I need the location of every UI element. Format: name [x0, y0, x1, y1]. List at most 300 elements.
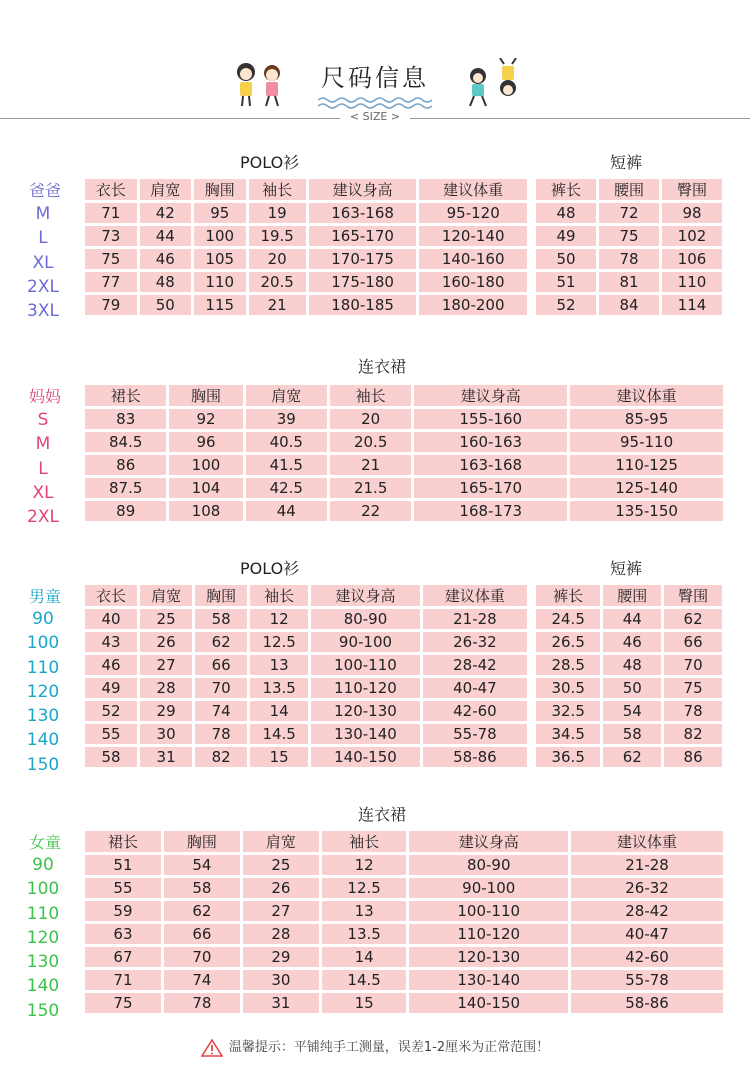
dad-polo-row: [85, 249, 527, 269]
boy-shorts-cell: 86: [664, 747, 722, 767]
mom-size-label: M: [35, 434, 51, 455]
girl-dress-cell: 63: [85, 924, 161, 944]
boy-polo-cell: 80-90: [311, 609, 420, 629]
dad-shorts-row: [536, 226, 722, 246]
girl-dress-cell: 70: [164, 947, 240, 967]
boy-group-label: 男童: [28, 587, 61, 606]
boy-shorts-cell: 50: [603, 678, 661, 698]
girl-dress-cell: 55: [85, 878, 161, 898]
girl-group-label: 女童: [28, 833, 61, 852]
dad-size-label: 2XL: [27, 276, 59, 297]
mom-dress-cell: 85-95: [570, 409, 723, 429]
boy-polo-cell: 58: [85, 747, 137, 767]
dad-polo-cell: 79: [85, 295, 137, 315]
girl-dress-row: [85, 878, 723, 898]
dad-polo-cell: 115: [194, 295, 246, 315]
boy-polo-cell: 46: [85, 655, 137, 675]
boy-shorts-cell: 62: [664, 609, 722, 629]
boy-polo-row: [85, 655, 527, 675]
dad-polo-cell: 180-200: [419, 295, 527, 315]
girl-dress-header-row: [85, 831, 723, 852]
girl-dress-cell: 13: [322, 901, 407, 921]
mom-dress-cell: 87.5: [85, 478, 166, 498]
boy-polo-row: [85, 724, 527, 744]
boy-shorts-cell: 30.5: [536, 678, 600, 698]
boy-shorts-header-row: [536, 585, 722, 606]
girl-size-label: 140: [26, 976, 60, 997]
girl-size-label: 90: [32, 855, 54, 875]
mom-dress-cell: 168-173: [414, 501, 567, 521]
dad-polo-header-cell: 建议体重: [419, 179, 527, 200]
girl-dress-cell: 12: [322, 855, 407, 875]
size-label: < SIZE >: [340, 110, 410, 123]
boy-polo-cell: 70: [195, 678, 247, 698]
girl-dress-row: [85, 901, 723, 921]
dad-shorts-row: [536, 249, 722, 269]
girl-dress-row: [85, 924, 723, 944]
mom-dress-cell: 163-168: [414, 455, 567, 475]
girl-dress-cell: 67: [85, 947, 161, 967]
boy-polo-cell: 43: [85, 632, 137, 652]
dad-polo-header-row: [85, 179, 527, 200]
boy-shorts-row: [536, 747, 722, 767]
boy-shorts-cell: 24.5: [536, 609, 600, 629]
boy-shorts-cell: 70: [664, 655, 722, 675]
girl-dress-cell: 54: [164, 855, 240, 875]
mom-dress-header-cell: 肩宽: [246, 385, 327, 406]
boy-shorts-header-cell: 腰围: [603, 585, 661, 606]
dad-polo-header-cell: 肩宽: [140, 179, 192, 200]
boy-polo-row: [85, 609, 527, 629]
boy-shorts-table: [533, 582, 725, 770]
dad-shorts-cell: 51: [536, 272, 596, 292]
boy-polo-cell: 12.5: [250, 632, 308, 652]
mom-dress-header-cell: 袖长: [330, 385, 411, 406]
dad-shorts-header-cell: 裤长: [536, 179, 596, 200]
girl-dress-header-cell: 建议身高: [409, 831, 568, 852]
dad-polo-cell: 20: [249, 249, 306, 269]
dad-shorts-cell: 48: [536, 203, 596, 223]
girl-dress-cell: 78: [164, 993, 240, 1013]
mom-dress-cell: 96: [169, 432, 242, 452]
boy-size-label: 90: [32, 609, 54, 629]
boy-size-label: 130: [26, 706, 60, 727]
boy-polo-cell: 25: [140, 609, 192, 629]
dad-shorts-header-cell: 腰围: [599, 179, 659, 200]
mom-dress-row: [85, 455, 723, 475]
boy-polo-cell: 15: [250, 747, 308, 767]
mom-size-label: L: [38, 458, 48, 479]
boy-size-label: 150: [26, 754, 60, 775]
dad-shorts-cell: 50: [536, 249, 596, 269]
girl-dress-row: [85, 993, 723, 1013]
girl-dress-cell: 13.5: [322, 924, 407, 944]
dad-polo-cell: 120-140: [419, 226, 527, 246]
dad-polo-cell: 100: [194, 226, 246, 246]
boy-polo-cell: 40: [85, 609, 137, 629]
dad-polo-cell: 95: [194, 203, 246, 223]
mom-dress-cell: 155-160: [414, 409, 567, 429]
girl-dress-title: 连衣裙: [358, 805, 407, 824]
boy-polo-cell: 66: [195, 655, 247, 675]
dad-polo-row: [85, 226, 527, 246]
boy-polo-cell: 28: [140, 678, 192, 698]
mom-dress-cell: 95-110: [570, 432, 723, 452]
girl-size-label: 100: [26, 879, 60, 900]
boy-shorts-cell: 26.5: [536, 632, 600, 652]
girl-dress-cell: 30: [243, 970, 319, 990]
boy-polo-cell: 27: [140, 655, 192, 675]
dad-polo-cell: 73: [85, 226, 137, 246]
boy-polo-cell: 52: [85, 701, 137, 721]
dad-size-label: XL: [32, 252, 54, 273]
boy-shorts-cell: 44: [603, 609, 661, 629]
girl-dress-cell: 74: [164, 970, 240, 990]
mom-dress-cell: 110-125: [570, 455, 723, 475]
dad-size-label: M: [35, 204, 51, 224]
boy-shorts-header-cell: 裤长: [536, 585, 600, 606]
girl-dress-cell: 66: [164, 924, 240, 944]
mom-dress-cell: 21.5: [330, 478, 411, 498]
dad-polo-cell: 175-180: [309, 272, 417, 292]
dad-polo-cell: 75: [85, 249, 137, 269]
boy-polo-row: [85, 701, 527, 721]
girl-dress-cell: 51: [85, 855, 161, 875]
dad-polo-header-cell: 胸围: [194, 179, 246, 200]
girl-dress-cell: 29: [243, 947, 319, 967]
dad-polo-cell: 163-168: [309, 203, 417, 223]
mom-size-label: S: [37, 410, 49, 430]
dad-shorts-header-row: [536, 179, 722, 200]
dad-shorts-row: [536, 295, 722, 315]
boy-polo-cell: 110-120: [311, 678, 420, 698]
boy-polo-cell: 55: [85, 724, 137, 744]
mom-dress-cell: 89: [85, 501, 166, 521]
dad-shorts-row: [536, 203, 722, 223]
mom-dress-cell: 39: [246, 409, 327, 429]
mom-dress-cell: 108: [169, 501, 242, 521]
girl-dress-header-cell: 裙长: [85, 831, 161, 852]
mom-dress-row: [85, 432, 723, 452]
mom-dress-cell: 135-150: [570, 501, 723, 521]
mom-dress-cell: 125-140: [570, 478, 723, 498]
boy-shorts-title: 短裤: [610, 559, 643, 578]
boy-shorts-row: [536, 701, 722, 721]
boy-polo-cell: 14.5: [250, 724, 308, 744]
girl-dress-cell: 42-60: [571, 947, 723, 967]
boy-size-label: 120: [26, 681, 60, 702]
dad-polo-cell: 20.5: [249, 272, 306, 292]
dad-shorts-cell: 98: [662, 203, 722, 223]
boy-shorts-cell: 28.5: [536, 655, 600, 675]
boy-polo-cell: 14: [250, 701, 308, 721]
girl-dress-cell: 26-32: [571, 878, 723, 898]
girl-size-label: 110: [26, 903, 60, 924]
mom-group-label: 妈妈: [28, 387, 61, 406]
girl-dress-row: [85, 970, 723, 990]
dad-shorts-header-cell: 臀围: [662, 179, 722, 200]
boy-polo-header-cell: 胸围: [195, 585, 247, 606]
boy-polo-cell: 90-100: [311, 632, 420, 652]
warning-icon: [201, 1039, 223, 1057]
dad-shorts-cell: 84: [599, 295, 659, 315]
mom-dress-table: [82, 382, 726, 524]
mom-dress-row: [85, 478, 723, 498]
dad-polo-row: [85, 295, 527, 315]
dad-polo-cell: 165-170: [309, 226, 417, 246]
dad-shorts-cell: 110: [662, 272, 722, 292]
mom-dress-cell: 92: [169, 409, 242, 429]
boy-polo-row: [85, 678, 527, 698]
boy-shorts-cell: 32.5: [536, 701, 600, 721]
boy-shorts-row: [536, 609, 722, 629]
mom-dress-cell: 20.5: [330, 432, 411, 452]
mom-dress-header-cell: 裙长: [85, 385, 166, 406]
boy-shorts-cell: 82: [664, 724, 722, 744]
boy-polo-header-cell: 建议体重: [423, 585, 527, 606]
boy-polo-cell: 100-110: [311, 655, 420, 675]
girl-size-label: 130: [26, 952, 60, 973]
boy-shorts-row: [536, 678, 722, 698]
girl-dress-cell: 120-130: [409, 947, 568, 967]
boy-polo-row: [85, 747, 527, 767]
boy-shorts-row: [536, 655, 722, 675]
mom-dress-cell: 84.5: [85, 432, 166, 452]
girl-dress-cell: 75: [85, 993, 161, 1013]
dad-shorts-cell: 49: [536, 226, 596, 246]
divider-right: [410, 118, 750, 119]
dad-shorts-cell: 72: [599, 203, 659, 223]
girl-dress-cell: 28-42: [571, 901, 723, 921]
boy-polo-cell: 21-28: [423, 609, 527, 629]
girl-dress-row: [85, 855, 723, 875]
dad-shorts-cell: 75: [599, 226, 659, 246]
girl-dress-cell: 25: [243, 855, 319, 875]
boy-shorts-cell: 36.5: [536, 747, 600, 767]
boy-shorts-cell: 46: [603, 632, 661, 652]
dad-polo-header-cell: 袖长: [249, 179, 306, 200]
dad-polo-cell: 19: [249, 203, 306, 223]
boy-polo-title: POLO衫: [240, 559, 300, 578]
girl-dress-cell: 55-78: [571, 970, 723, 990]
boy-size-label: 100: [26, 633, 60, 654]
girl-dress-cell: 130-140: [409, 970, 568, 990]
boy-polo-cell: 120-130: [311, 701, 420, 721]
dad-shorts-cell: 106: [662, 249, 722, 269]
mom-size-column: [8, 408, 78, 529]
mom-dress-row: [85, 501, 723, 521]
dad-polo-cell: 71: [85, 203, 137, 223]
girl-dress-cell: 80-90: [409, 855, 568, 875]
dad-polo-cell: 180-185: [309, 295, 417, 315]
mom-dress-cell: 40.5: [246, 432, 327, 452]
girl-dress-header-cell: 建议体重: [571, 831, 723, 852]
dad-shorts-cell: 81: [599, 272, 659, 292]
dad-polo-cell: 21: [249, 295, 306, 315]
boy-polo-cell: 29: [140, 701, 192, 721]
boy-polo-cell: 28-42: [423, 655, 527, 675]
boy-polo-cell: 58-86: [423, 747, 527, 767]
dad-shorts-title: 短裤: [610, 153, 643, 172]
boy-polo-cell: 130-140: [311, 724, 420, 744]
girl-dress-cell: 28: [243, 924, 319, 944]
dad-shorts-cell: 102: [662, 226, 722, 246]
boy-polo-cell: 58: [195, 609, 247, 629]
boy-polo-header-cell: 肩宽: [140, 585, 192, 606]
girl-dress-cell: 14: [322, 947, 407, 967]
girl-dress-cell: 71: [85, 970, 161, 990]
boy-polo-cell: 31: [140, 747, 192, 767]
mom-dress-title: 连衣裙: [358, 357, 407, 376]
girl-dress-cell: 59: [85, 901, 161, 921]
boy-polo-header-cell: 袖长: [250, 585, 308, 606]
boy-polo-cell: 40-47: [423, 678, 527, 698]
dad-shorts-cell: 114: [662, 295, 722, 315]
mom-dress-cell: 20: [330, 409, 411, 429]
mom-dress-row: [85, 409, 723, 429]
dad-size-label: 3XL: [27, 301, 59, 322]
boy-polo-cell: 74: [195, 701, 247, 721]
mom-dress-cell: 160-163: [414, 432, 567, 452]
dad-polo-cell: 170-175: [309, 249, 417, 269]
dad-shorts-cell: 78: [599, 249, 659, 269]
dad-polo-cell: 77: [85, 272, 137, 292]
boy-size-label: 110: [26, 657, 60, 678]
dad-polo-cell: 95-120: [419, 203, 527, 223]
boy-polo-cell: 78: [195, 724, 247, 744]
dad-polo-cell: 50: [140, 295, 192, 315]
boy-shorts-row: [536, 724, 722, 744]
boy-shorts-cell: 75: [664, 678, 722, 698]
mom-dress-cell: 100: [169, 455, 242, 475]
girl-dress-cell: 27: [243, 901, 319, 921]
girl-dress-cell: 62: [164, 901, 240, 921]
dad-polo-cell: 44: [140, 226, 192, 246]
dad-polo-cell: 160-180: [419, 272, 527, 292]
mom-dress-cell: 22: [330, 501, 411, 521]
footer-text: 温馨提示：平铺纯手工测量，误差1-2厘米为正常范围！: [228, 1040, 550, 1055]
page-title: 尺码信息: [321, 64, 429, 92]
divider-left: [0, 118, 340, 119]
boy-size-column: [8, 607, 78, 777]
boy-shorts-cell: 34.5: [536, 724, 600, 744]
dad-polo-cell: 140-160: [419, 249, 527, 269]
girl-dress-cell: 31: [243, 993, 319, 1013]
dad-group-label: 爸爸: [28, 181, 61, 200]
girl-dress-table: [82, 828, 726, 1016]
mom-dress-header-cell: 建议身高: [414, 385, 567, 406]
boy-shorts-cell: 66: [664, 632, 722, 652]
boy-shorts-cell: 62: [603, 747, 661, 767]
dad-shorts-row: [536, 272, 722, 292]
girl-dress-cell: 15: [322, 993, 407, 1013]
mom-dress-cell: 86: [85, 455, 166, 475]
boy-polo-header-cell: 衣长: [85, 585, 137, 606]
dad-polo-cell: 105: [194, 249, 246, 269]
girl-dress-cell: 140-150: [409, 993, 568, 1013]
dad-shorts-cell: 52: [536, 295, 596, 315]
boy-shorts-cell: 58: [603, 724, 661, 744]
girl-dress-cell: 26: [243, 878, 319, 898]
girl-size-label: 120: [26, 927, 60, 948]
boy-polo-row: [85, 632, 527, 652]
girl-dress-cell: 40-47: [571, 924, 723, 944]
cartoon-couple-left-illustration: [228, 58, 292, 108]
dad-polo-cell: 42: [140, 203, 192, 223]
girl-dress-cell: 12.5: [322, 878, 407, 898]
page-header: [0, 0, 750, 130]
boy-polo-cell: 12: [250, 609, 308, 629]
mom-dress-header-row: [85, 385, 723, 406]
mom-dress-cell: 21: [330, 455, 411, 475]
boy-polo-cell: 49: [85, 678, 137, 698]
boy-polo-cell: 55-78: [423, 724, 527, 744]
girl-dress-cell: 14.5: [322, 970, 407, 990]
mom-dress-header-cell: 胸围: [169, 385, 242, 406]
boy-polo-header-row: [85, 585, 527, 606]
girl-dress-cell: 110-120: [409, 924, 568, 944]
girl-dress-cell: 58-86: [571, 993, 723, 1013]
dad-polo-title: POLO衫: [240, 153, 300, 172]
cartoon-kids-right-illustration: [460, 58, 530, 110]
footer-note: [0, 1036, 750, 1060]
dad-polo-cell: 46: [140, 249, 192, 269]
dad-size-column: [8, 202, 78, 323]
mom-dress-cell: 44: [246, 501, 327, 521]
dad-polo-table: [82, 176, 530, 318]
dad-polo-cell: 110: [194, 272, 246, 292]
boy-polo-cell: 30: [140, 724, 192, 744]
girl-dress-cell: 90-100: [409, 878, 568, 898]
boy-polo-cell: 13: [250, 655, 308, 675]
boy-shorts-cell: 54: [603, 701, 661, 721]
mom-size-label: XL: [32, 482, 54, 503]
mom-dress-cell: 41.5: [246, 455, 327, 475]
mom-dress-cell: 104: [169, 478, 242, 498]
dad-shorts-table: [533, 176, 725, 318]
boy-polo-cell: 26: [140, 632, 192, 652]
boy-size-label: 140: [26, 730, 60, 751]
mom-dress-header-cell: 建议体重: [570, 385, 723, 406]
dad-polo-row: [85, 272, 527, 292]
boy-polo-table: [82, 582, 530, 770]
dad-polo-row: [85, 203, 527, 223]
boy-polo-cell: 26-32: [423, 632, 527, 652]
girl-size-column: [8, 853, 78, 1023]
boy-shorts-row: [536, 632, 722, 652]
mom-size-label: 2XL: [27, 507, 59, 528]
dad-polo-cell: 48: [140, 272, 192, 292]
girl-size-label: 150: [26, 1000, 60, 1021]
girl-dress-header-cell: 肩宽: [243, 831, 319, 852]
mom-dress-cell: 83: [85, 409, 166, 429]
boy-shorts-header-cell: 臀围: [664, 585, 722, 606]
mom-dress-cell: 42.5: [246, 478, 327, 498]
dad-polo-cell: 19.5: [249, 226, 306, 246]
boy-shorts-cell: 78: [664, 701, 722, 721]
boy-polo-cell: 42-60: [423, 701, 527, 721]
boy-polo-cell: 82: [195, 747, 247, 767]
mom-dress-cell: 165-170: [414, 478, 567, 498]
boy-polo-cell: 62: [195, 632, 247, 652]
dad-polo-header-cell: 建议身高: [309, 179, 417, 200]
boy-polo-cell: 140-150: [311, 747, 420, 767]
boy-shorts-cell: 48: [603, 655, 661, 675]
girl-dress-cell: 100-110: [409, 901, 568, 921]
dad-polo-header-cell: 衣长: [85, 179, 137, 200]
girl-dress-row: [85, 947, 723, 967]
dad-size-label: L: [38, 228, 48, 249]
